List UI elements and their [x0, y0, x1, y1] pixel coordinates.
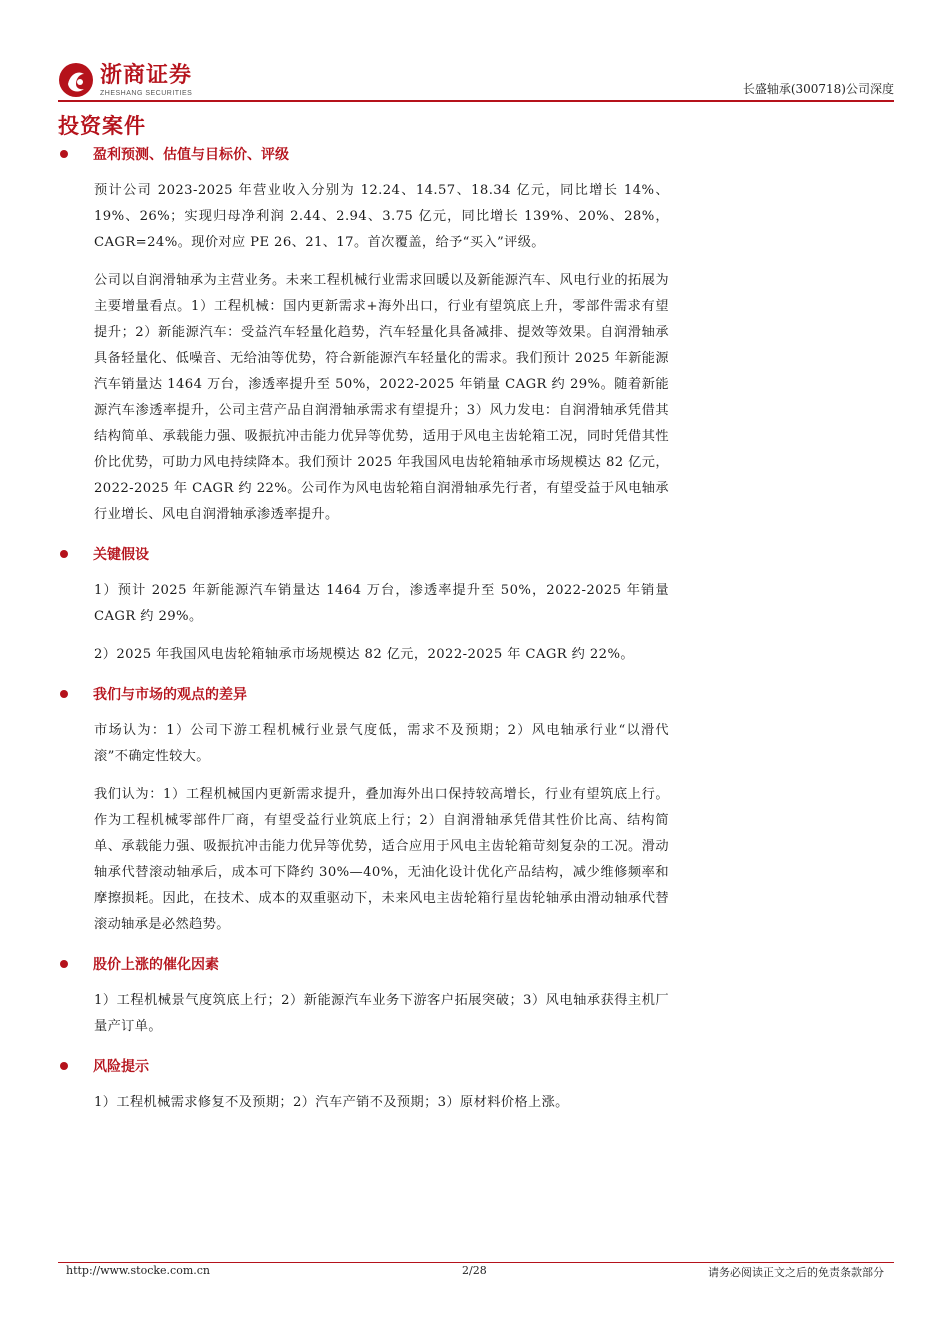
- body-paragraph: 公司以自润滑轴承为主营业务。未来工程机械行业需求回暖以及新能源汽车、风电行业的拓展为主要增量看点。1）工程机械：国内更新需求+海外出口，行业有望筑底上升，零部件需求有望提升；2）新能源汽车：受益汽车轻量化趋势，汽车轻量化具备减排、提效等效果。自润滑轴承具备轻量化、低噪音、无给油等优势，符合新能源汽车轻量化的需求。我们预计 2025 年新能源汽车销量达 1464 万台，渗透率提升至 50%，2022-2025 年销量 CAGR 约 29%。随着新能源汽车渗透率提升，公司主营产品自润滑轴承需求有望提升；3）风力发电：自润滑轴承凭借其结构简单、承载能力强、吸振抗冲击能力优异等优势，适用于风电主齿轮箱工况，同时凭借其性价比优势，可助力风电持续降本。我们预计 2025 年我国风电齿轮箱轴承市场规模达 82 亿元，2022-2025 年 CAGR 约 22%。公司作为风电齿轮箱自润滑轴承先行者，有望受益于风电轴承行业增长、风电自润滑轴承渗透率提升。: [94, 273, 669, 522]
- bullet-icon: [60, 1062, 68, 1070]
- section-heading: [58, 952, 894, 976]
- document-title: 长盛轴承(300718)公司深度: [742, 82, 894, 96]
- bullet-icon: [60, 150, 68, 158]
- section-title: 股价上涨的催化因素: [93, 957, 219, 973]
- main-content: [58, 138, 894, 1116]
- bullet-icon: [60, 690, 68, 698]
- logo-text-en: ZHESHANG SECURITIES: [100, 89, 193, 97]
- page-title: 投资案件: [58, 114, 146, 138]
- page-number: 2/28: [462, 1264, 487, 1277]
- section-title: 我们与市场的观点的差异: [93, 687, 247, 703]
- section-heading: [58, 682, 894, 706]
- logo-text-cn: 浙商证券: [100, 62, 193, 88]
- bullet-icon: [60, 550, 68, 558]
- footer-disclaimer: 请务必阅读正文之后的免责条款部分: [708, 1266, 884, 1279]
- section-heading: [58, 1054, 894, 1078]
- body-paragraph: 市场认为：1）公司下游工程机械行业景气度低，需求不及预期；2）风电轴承行业“以滑代滚”不确定性较大。: [94, 723, 669, 764]
- bullet-icon: [60, 960, 68, 968]
- body-paragraph: 预计公司 2023-2025 年营业收入分别为 12.24、14.57、18.34 亿元，同比增长 14%、19%、26%；实现归母净利润 2.44、2.94、3.75 亿元，同比增长 139%、20%、28%，CAGR=24%。现价对应 PE 26、21、17。首次覆盖，给予“买入”评级。: [94, 183, 669, 250]
- footer-divider: [58, 1262, 894, 1263]
- page-header: [58, 58, 894, 102]
- logo-mark-icon: [58, 62, 94, 98]
- section-heading: [58, 142, 894, 166]
- section-heading: [58, 542, 894, 566]
- body-paragraph: 2）2025 年我国风电齿轮箱轴承市场规模达 82 亿元，2022-2025 年 CAGR 约 22%。: [94, 647, 634, 662]
- section-title: 盈利预测、估值与目标价、评级: [93, 147, 289, 163]
- body-paragraph: 1）预计 2025 年新能源汽车销量达 1464 万台，渗透率提升至 50%，2022-2025 年销量 CAGR 约 29%。: [94, 583, 669, 624]
- company-logo: [58, 58, 192, 102]
- footer-url[interactable]: http://www.stocke.com.cn: [66, 1264, 210, 1277]
- body-paragraph: 我们认为：1）工程机械国内更新需求提升，叠加海外出口保持较高增长，行业有望筑底上行。作为工程机械零部件厂商，有望受益行业筑底上行；2）自润滑轴承凭借其性价比高、结构简单、承载能力强、吸振抗冲击能力优异等优势，适合应用于风电主齿轮箱苛刻复杂的工况。滑动轴承代替滚动轴承后，成本可下降约 30%—40%，无油化设计优化产品结构，减少维修频率和摩擦损耗。因此，在技术、成本的双重驱动下，未来风电主齿轮箱行星齿轮轴承由滑动轴承代替滚动轴承是必然趋势。: [94, 787, 669, 932]
- section-title: 关键假设: [93, 547, 149, 563]
- body-paragraph: 1）工程机械景气度筑底上行；2）新能源汽车业务下游客户拓展突破；3）风电轴承获得主机厂量产订单。: [94, 993, 669, 1034]
- header-divider: [58, 100, 894, 102]
- section-title: 风险提示: [93, 1059, 149, 1075]
- body-paragraph: 1）工程机械需求修复不及预期；2）汽车产销不及预期；3）原材料价格上涨。: [94, 1095, 569, 1110]
